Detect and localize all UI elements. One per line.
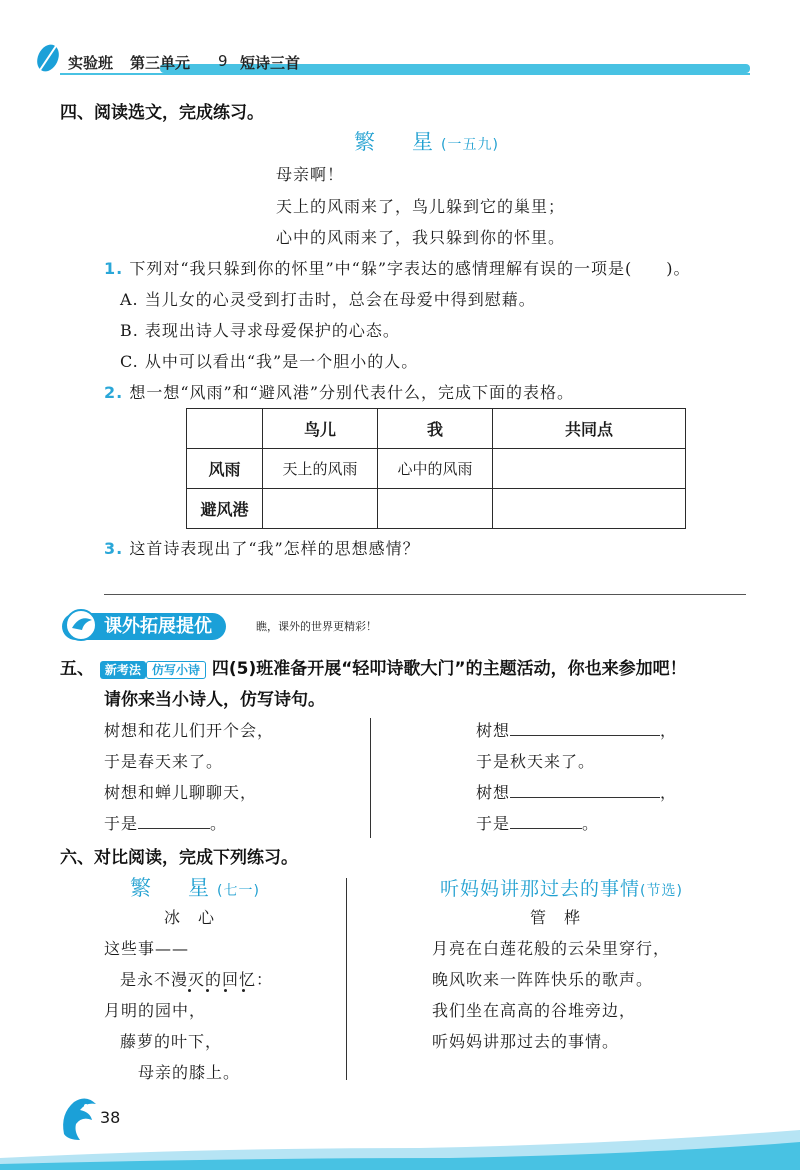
question-1: 1. 下列对“我只躲到你的怀里”中“躲”字表达的感情理解有误的一项是( )。 [104,259,691,278]
right-poem-line: 于是 。 [476,814,600,833]
poemA-line: 月明的园中， [104,1001,207,1020]
table-row-label: 风雨 [187,449,263,489]
blank-field[interactable] [510,783,660,798]
header-lesson-title: 短诗三首 [240,54,301,72]
option-a: A. 当儿女的心灵受到打击时，总会在母爱中得到慰藉。 [120,290,536,309]
emphasis-dot [206,989,209,992]
column-divider [370,718,371,838]
section5-header: 五、 新考法 仿写小诗 四(5)班准备开展“轻叩诗歌大门”的主题活动，你也来参加吧！ [60,659,687,679]
question-2: 2. 想一想“风雨”和“避风港”分别代表什么，完成下面的表格。 [104,383,575,402]
extension-slogan: 瞧，课外的世界更精彩！ [256,620,377,633]
left-poem-line: 树想和花儿们开个会， [104,721,275,740]
poem-line: 母亲啊！ [276,165,345,184]
poemA-line: 母亲的膝上。 [138,1063,241,1082]
blank-field[interactable] [510,721,660,736]
section6-title: 六、对比阅读，完成下列练习。 [60,848,298,868]
poemB-author: 管 桦 [530,908,582,927]
table-header-cell: 共同点 [493,409,686,449]
right-poem-line: 于是秋天来了。 [476,752,596,771]
tag-new-method: 新考法 [100,661,146,679]
section5-instruction: 请你来当小诗人，仿写诗句。 [104,690,325,710]
header-series: 实验班 [68,54,114,72]
poem-line: 天上的风雨来了，鸟儿躲到它的巢里； [276,197,566,216]
table-cell: 天上的风雨 [263,449,378,489]
left-poem-line: 于是 。 [104,814,228,833]
poemB-line: 月亮在白莲花般的云朵里穿行， [432,939,671,958]
right-poem-line: 树想 ， [476,783,678,802]
column-divider [346,878,347,1080]
poemB-line: 晚风吹来一阵阵快乐的歌声。 [432,970,654,989]
table-cell-answer[interactable] [493,489,686,529]
poemB-line: 听妈妈讲那过去的事情。 [432,1032,620,1051]
tag-task-type: 仿写小诗 [146,661,206,679]
blank-field[interactable] [138,814,210,829]
header-unit: 第三单元 [130,54,191,72]
table-cell-answer[interactable] [493,449,686,489]
section4-title: 四、阅读选文，完成练习。 [60,103,264,123]
poemA-author: 冰 心 [164,908,216,927]
poemA-title: 繁 星(七一) [130,876,260,900]
left-poem-line: 树想和蝉儿聊聊天， [104,783,258,802]
leaf-icon [34,42,62,78]
poemA-line: 藤萝的叶下， [120,1032,223,1051]
header-line [60,73,750,75]
table-cell-answer[interactable] [378,489,493,529]
left-poem-line: 于是春天来了。 [104,752,224,771]
table-cell: 心中的风雨 [378,449,493,489]
header-lesson-no: 9 [218,52,228,70]
answer-line[interactable] [104,594,746,595]
poem-title: 繁 星(一五九) [354,130,499,154]
option-b: B. 表现出诗人寻求母爱保护的心态。 [120,321,400,340]
poemA-line: 是永不漫灭的回忆： [120,970,274,989]
answer-table [186,408,686,529]
table-header-cell: 鸟儿 [263,409,378,449]
extension-badge: 课外拓展提优 [62,613,226,640]
poemA-line: 这些事—— [104,939,190,958]
bird-icon [64,608,102,646]
table-header-cell: 我 [378,409,493,449]
table-row-label: 避风港 [187,489,263,529]
poemB-line: 我们坐在高高的谷堆旁边， [432,1001,637,1020]
question-3: 3. 这首诗表现出了“我”怎样的思想感情？ [104,539,420,558]
poem-line: 心中的风雨来了，我只躲到你的怀里。 [276,228,566,247]
dolphin-icon [56,1094,104,1148]
table-cell-answer[interactable] [263,489,378,529]
page-number: 38 [100,1108,121,1127]
emphasis-dot [188,989,191,992]
option-c: C. 从中可以看出“我”是一个胆小的人。 [120,352,419,371]
emphasis-dot [224,989,227,992]
table-header-cell [187,409,263,449]
poemB-title: 听妈妈讲那过去的事情(节选) [440,878,683,900]
right-poem-line: 树想 ， [476,721,678,740]
blank-field[interactable] [510,814,582,829]
emphasis-dot [242,989,245,992]
